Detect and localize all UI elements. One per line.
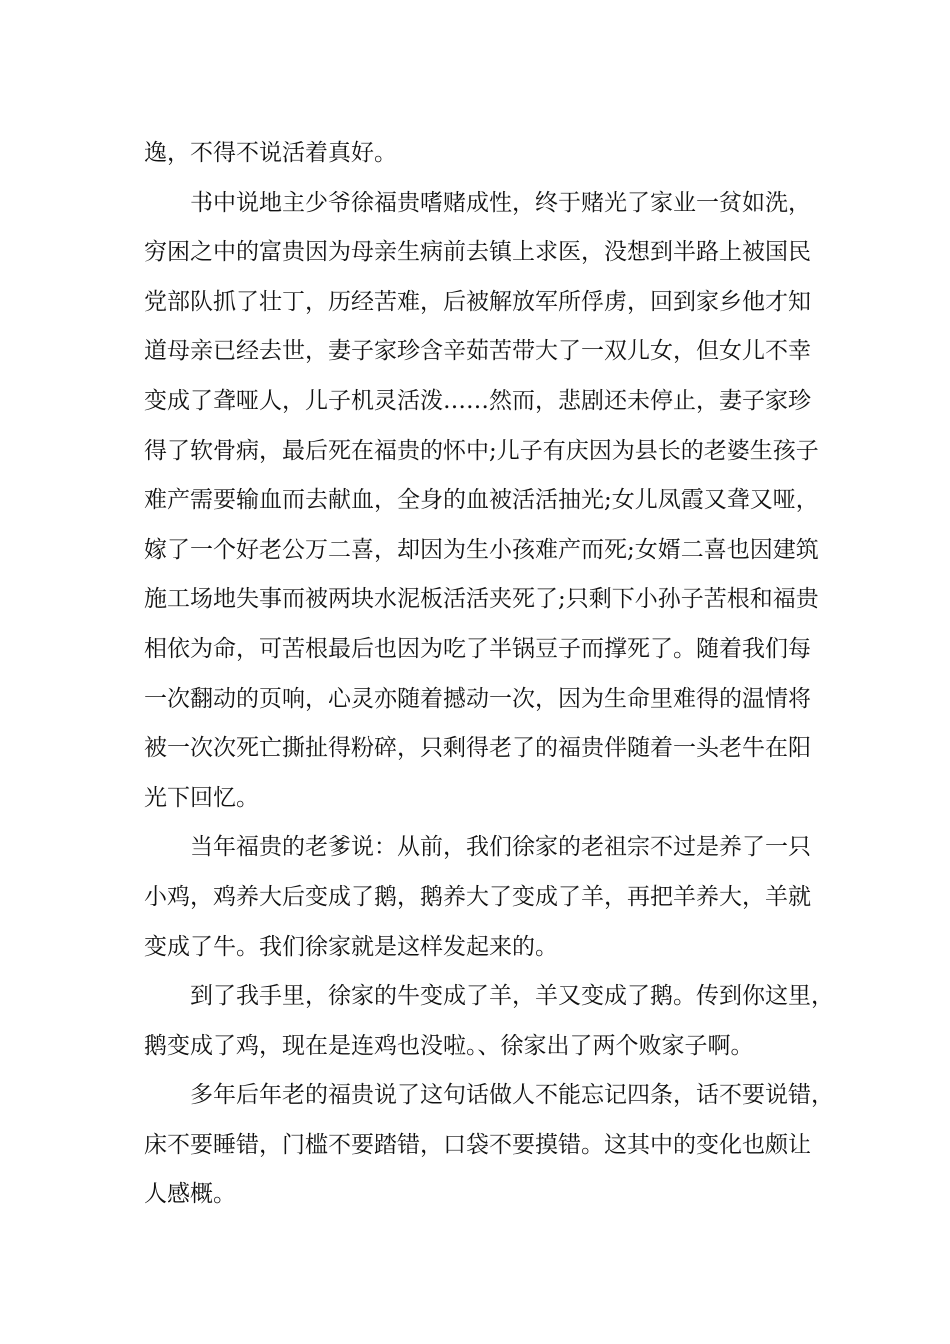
text-line: 得了软骨病，最后死在福贵的怀中;儿子有庆因为县长的老婆生孩子 (144, 437, 819, 464)
text-line: 道母亲已经去世，妻子家珍含辛茹苦带大了一双儿女，但女儿不幸 (144, 338, 811, 365)
text-line: 党部队抓了壮丁，历经苦难，后被解放军所俘虏，回到家乡他才知 (144, 288, 811, 315)
text-line: 被一次次死亡撕扯得粉碎，只剩得老了的福贵伴随着一头老牛在阳 (144, 735, 811, 762)
text-line: 穷困之中的富贵因为母亲生病前去镇上求医，没想到半路上被国民 (144, 239, 811, 266)
paragraph-start-line: 多年后年老的福贵说了这句话做人不能忘记四条，话不要说错， (190, 1082, 834, 1109)
text-line: 难产需要输血而去献血，全身的血被活活抽光;女儿凤霞又聋又哑， (144, 487, 819, 514)
text-line: 小鸡，鸡养大后变成了鹅，鹅养大了变成了羊，再把羊养大，羊就 (144, 883, 811, 910)
text-line: 一次翻动的页响，心灵亦随着撼动一次，因为生命里难得的温情将 (144, 685, 811, 712)
text-line: 光下回忆。 (144, 784, 259, 811)
body-text (144, 129, 834, 1220)
text-line: 人感概。 (144, 1181, 236, 1208)
text-line: 鹅变成了鸡，现在是连鸡也没啦。、徐家出了两个败家子啊。 (144, 1032, 754, 1059)
paragraph-start-line: 书中说地主少爷徐福贵嗜赌成性，终于赌光了家业一贫如洗， (190, 189, 811, 216)
text-line: 床不要睡错，门槛不要踏错，口袋不要摸错。这其中的变化也颇让 (144, 1131, 811, 1158)
text-line: 逸，不得不说活着真好。 (144, 140, 397, 166)
paragraph-start-line: 到了我手里，徐家的牛变成了羊，羊又变成了鹅。传到你这里， (190, 983, 834, 1010)
text-line: 变成了牛。我们徐家就是这样发起来的。 (144, 933, 558, 960)
text-line: 嫁了一个好老公万二喜，却因为生小孩难产而死;女婿二喜也因建筑 (144, 536, 819, 563)
text-line: 相依为命，可苦根最后也因为吃了半锅豆子而撑死了。随着我们每 (144, 635, 811, 662)
text-line: 变成了聋哑人，儿子机灵活泼……然而，悲剧还未停止，妻子家珍 (144, 387, 811, 414)
text-line: 施工场地失事而被两块水泥板活活夹死了;只剩下小孙子苦根和福贵 (144, 586, 819, 613)
paragraph-start-line: 当年福贵的老爹说：从前，我们徐家的老祖宗不过是养了一只 (190, 834, 811, 861)
